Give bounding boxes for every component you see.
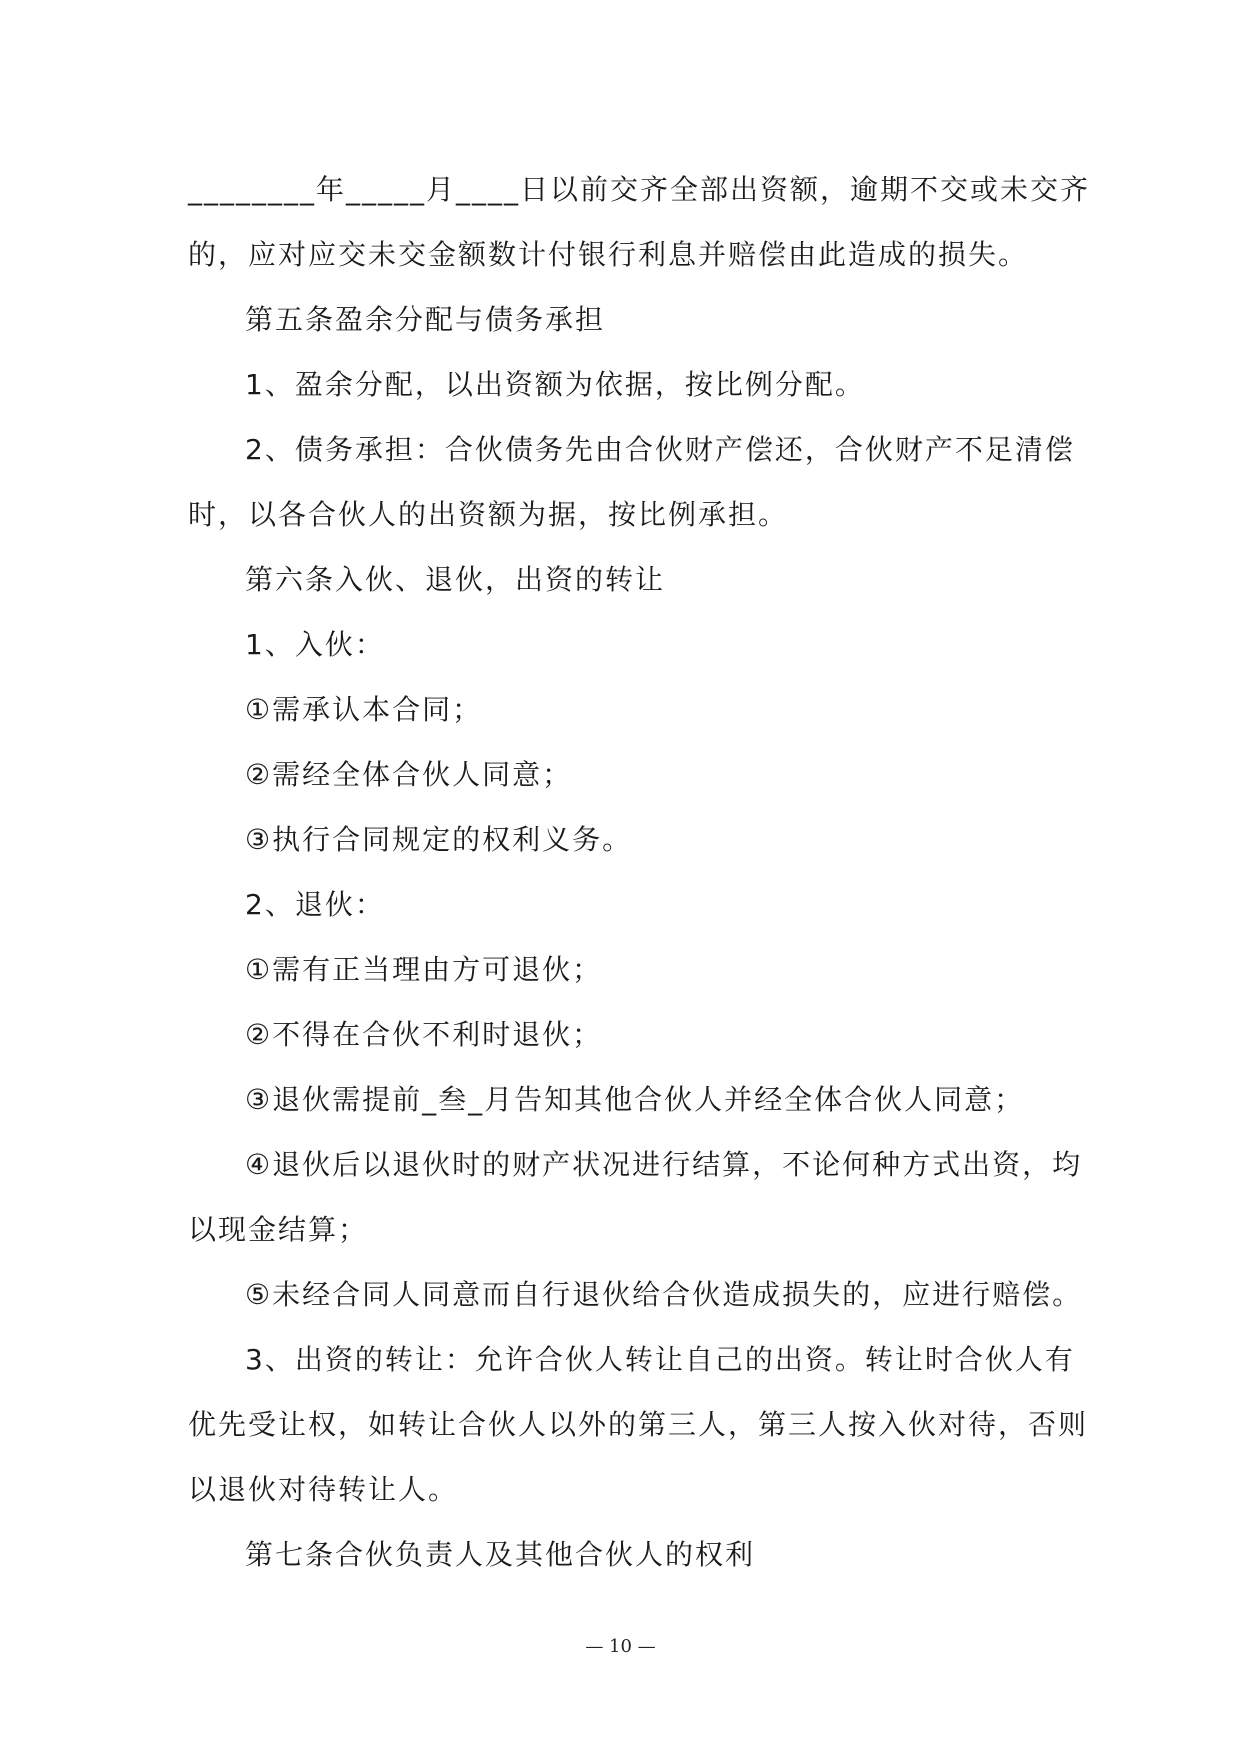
text-line: 1、入伙： [245, 628, 385, 661]
text-line: 第七条合伙负责人及其他合伙人的权利 [245, 1538, 756, 1571]
text-line: 3、出资的转让：允许合伙人转让自己的出资。转让时合伙人有 [245, 1343, 1075, 1376]
text-line: ________年_____月____日以前交齐全部出资额，逾期不交或未交齐 [188, 173, 1091, 206]
text-line: 优先受让权，如转让合伙人以外的第三人，第三人按入伙对待，否则 [188, 1408, 1089, 1441]
text-line: 以退伙对待转让人。 [188, 1473, 459, 1506]
text-line: ②不得在合伙不利时退伙； [245, 1018, 603, 1051]
document-body [188, 157, 1091, 1587]
text-line: 2、退伙： [245, 888, 385, 921]
text-line: 第六条入伙、退伙，出资的转让 [245, 563, 666, 596]
text-line: ②需经全体合伙人同意； [245, 758, 573, 791]
text-line: ③执行合同规定的权利义务。 [245, 823, 633, 856]
text-line: 以现金结算； [188, 1213, 369, 1246]
text-line: ⑤未经合同人同意而自行退伙给合伙造成损失的，应进行赔偿。 [245, 1278, 1083, 1311]
text-line: ③退伙需提前_叁_月告知其他合伙人并经全体合伙人同意； [245, 1083, 1025, 1116]
page-number: — 10 — [585, 1636, 656, 1657]
text-line: ①需有正当理由方可退伙； [245, 953, 603, 986]
text-line: 第五条盈余分配与债务承担 [245, 303, 606, 336]
text-line: 1、盈余分配，以出资额为依据，按比例分配。 [245, 368, 865, 401]
text-line: 的，应对应交未交金额数计付银行利息并赔偿由此造成的损失。 [188, 238, 1029, 271]
text-line: ①需承认本合同； [245, 693, 483, 726]
text-line: ④退伙后以退伙时的财产状况进行结算，不论何种方式出资，均 [245, 1148, 1083, 1181]
text-line: 时，以各合伙人的出资额为据，按比例承担。 [188, 498, 789, 531]
text-line: 2、债务承担：合伙债务先由合伙财产偿还，合伙财产不足清偿 [245, 433, 1075, 466]
